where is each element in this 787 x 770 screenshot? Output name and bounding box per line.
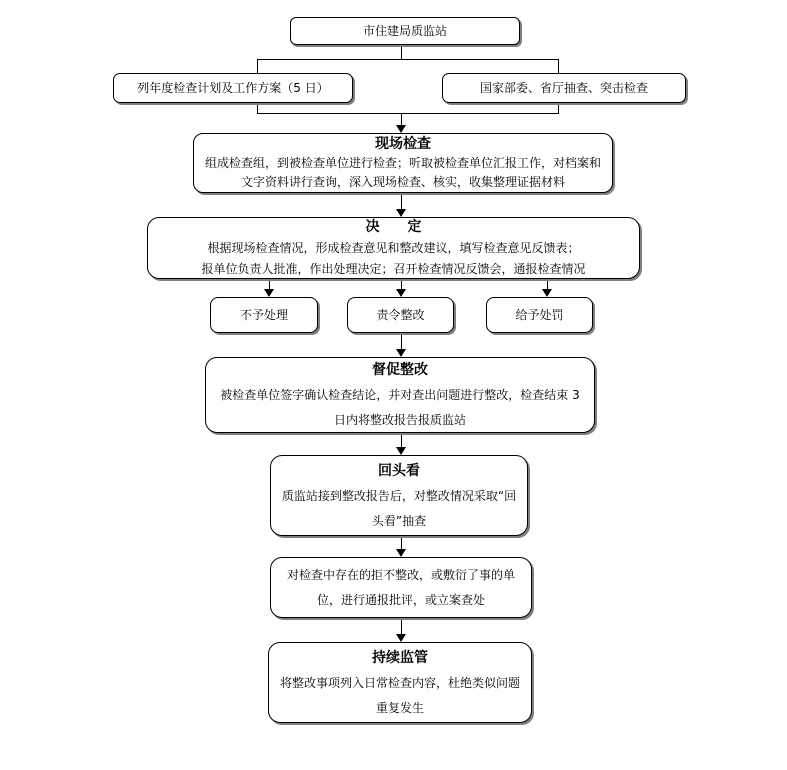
node-supervise-rectification-title: 督促整改 — [372, 362, 428, 378]
node-decision-line2: 报单位负责人批准，作出处理决定；召开检查情况反馈会，通报检查情况 — [201, 261, 586, 276]
arrow-to-rectify-line — [401, 279, 402, 289]
arrow-to-decision-line — [401, 193, 402, 209]
connector-top-stem — [401, 45, 402, 59]
node-outcome-punish — [486, 297, 593, 333]
node-lookback-check-line2: 头看”抽查 — [371, 513, 427, 528]
node-continuous-supervision-title: 持续监管 — [372, 649, 428, 666]
connector-branch-left-stub — [257, 59, 258, 73]
node-decision-line1: 根据现场检查情况，形成检查意见和整改建议，填写检查意见反馈表； — [207, 240, 580, 255]
arrow-to-none-line — [269, 279, 270, 289]
node-outcome-no-action — [210, 297, 318, 333]
node-continuous-supervision — [268, 642, 532, 723]
connector-merge-left-stub — [257, 103, 258, 113]
node-onsite-inspection-line1: 组成检查组，到被检查单位进行检查；听取被检查单位汇报工作，对档案和 — [204, 155, 601, 170]
arrow-to-continuous-line — [401, 618, 402, 634]
node-outcome-no-action-label: 不予处理 — [239, 308, 288, 322]
arrow-to-punish-head — [542, 289, 552, 297]
arrow-to-noncompliance-line — [401, 536, 402, 549]
arrow-to-rectify-head — [396, 289, 406, 297]
node-noncompliance-handling-line1: 对检查中存在的拒不整改，或敷衍了事的单 — [286, 567, 515, 582]
node-decision-title: 决 定 — [365, 218, 422, 235]
node-supervise-rectification-line2: 日内将整改报告报质监站 — [333, 413, 466, 427]
connector-merge-bar — [257, 113, 559, 114]
node-supervise-rectification-line1: 被检查单位签字确认检查结论，并对查出问题进行整改，检查结束 3 — [220, 388, 580, 402]
node-noncompliance-handling — [270, 557, 532, 618]
node-spot-check — [442, 73, 686, 103]
arrow-to-lookback-line — [401, 433, 402, 447]
arrow-to-supervise-line — [401, 333, 402, 349]
node-supervise-rectification — [205, 357, 595, 433]
node-outcome-order-rectify-label: 责令整改 — [376, 308, 425, 322]
node-decision — [147, 217, 640, 279]
node-lookback-check-line1: 质监站接到整改报告后，对整改情况采取“回 — [281, 488, 517, 503]
connector-branch-right-stub — [558, 59, 559, 73]
node-annual-plan — [113, 73, 353, 103]
node-outcome-punish-label: 给予处罚 — [515, 308, 564, 322]
node-onsite-inspection-title: 现场检查 — [375, 135, 431, 152]
node-noncompliance-handling-line2: 位，进行通报批评，或立案查处 — [316, 592, 485, 607]
node-onsite-inspection — [193, 133, 613, 193]
node-annual-plan-label: 列年度检查计划及工作方案（5 日） — [137, 81, 329, 95]
node-quality-station-label: 市住建局质监站 — [362, 24, 447, 38]
arrow-to-onsite-head — [396, 125, 406, 133]
node-spot-check-label: 国家部委、省厅抽查、突击检查 — [479, 81, 648, 95]
arrow-to-none-head — [264, 289, 274, 297]
node-onsite-inspection-line2: 文字资料讲行查询，深入现场检查、核实，收集整理证据材料 — [240, 174, 565, 189]
node-lookback-check-title: 回头看 — [378, 462, 420, 479]
connector-merge-right-stub — [558, 103, 559, 113]
node-quality-station — [290, 17, 520, 45]
node-continuous-supervision-line2: 重复发生 — [375, 700, 424, 715]
node-continuous-supervision-line1: 将整改事项列入日常检查内容，杜绝类似问题 — [279, 675, 520, 690]
arrow-to-supervise-head — [396, 349, 406, 357]
arrow-to-punish-line — [547, 279, 548, 289]
arrow-to-continuous-head — [396, 634, 406, 642]
node-outcome-order-rectify — [347, 297, 454, 333]
arrow-to-noncompliance-head — [396, 549, 406, 557]
arrow-to-lookback-head — [396, 447, 406, 455]
node-lookback-check — [270, 455, 528, 536]
arrow-to-onsite-line — [401, 113, 402, 125]
connector-branch-top-bar — [257, 59, 559, 60]
